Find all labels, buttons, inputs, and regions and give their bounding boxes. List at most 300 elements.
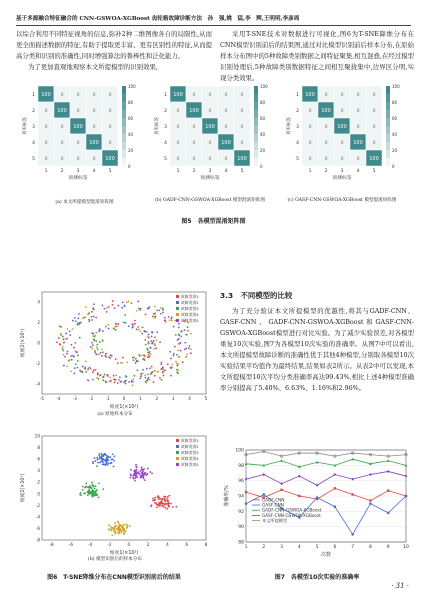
legend-label: 本文所提模型 <box>262 518 288 524</box>
colorbar-segment <box>386 142 390 150</box>
y-axis-label: 维度2(×10²) <box>21 473 26 503</box>
cell-value: 0 <box>60 140 64 146</box>
scatter-point <box>154 317 156 319</box>
scatter-point <box>160 313 162 315</box>
scatter-point <box>178 356 180 358</box>
scatter-point <box>177 369 179 371</box>
cell-value: 0 <box>308 108 312 114</box>
scatter-point <box>153 343 155 345</box>
cell-value: 0 <box>108 108 112 114</box>
scatter-point <box>134 469 136 471</box>
scatter-point <box>113 460 115 462</box>
colorbar-segment <box>386 126 390 134</box>
scatter-point <box>59 344 61 346</box>
colorbar-segment <box>386 102 390 110</box>
y-tick-label: -4 <box>35 381 40 387</box>
scatter-point <box>93 370 95 372</box>
y-tick-label: 8 <box>37 445 40 451</box>
y-tick-label: 98 <box>238 463 244 469</box>
scatter-point <box>161 379 163 381</box>
scatter-point <box>96 354 98 356</box>
cell-value: 0 <box>108 124 112 130</box>
right-column <box>220 29 414 84</box>
legend-swatch <box>176 313 179 316</box>
scatter-point <box>87 379 89 381</box>
cell-value: 0 <box>192 140 196 146</box>
paragraph: 以综合利用不同特征视角的信息,弥补2种二维图像各自的局限性,从而更全面描述数据的特征,有助于提取更丰富、更有区别性的特征,从而提高分类和识别的准确性,同时增强算法的鲁棒性和泛化能力。 <box>16 30 212 60</box>
scatter-point <box>108 528 110 530</box>
scatter-point <box>137 369 139 371</box>
cell-value: 0 <box>176 156 180 162</box>
cell-value: 0 <box>92 92 96 98</box>
scatter-point <box>168 502 170 504</box>
scatter-point <box>150 505 152 507</box>
colorbar-segment <box>254 110 258 118</box>
scatter-point <box>141 333 143 335</box>
data-point <box>351 493 353 495</box>
scatter-point <box>186 334 188 336</box>
scatter-point <box>162 307 164 309</box>
x-axis-label: 预测标签 <box>68 176 88 181</box>
colorbar-segment <box>122 158 126 166</box>
scatter-point <box>140 470 142 472</box>
data-point <box>405 475 408 478</box>
scatter-point <box>110 381 112 383</box>
legend-swatch <box>176 451 179 454</box>
y-tick-label: 90 <box>238 525 244 531</box>
scatter-point <box>66 353 68 355</box>
scatter-point <box>126 524 128 526</box>
scatter-point <box>181 330 183 332</box>
scatter-point <box>138 354 140 356</box>
cell-value: 0 <box>60 156 64 162</box>
scatter-point <box>132 476 134 478</box>
row-tick: 1 <box>296 92 299 98</box>
scatter-point <box>95 494 97 496</box>
scatter-point <box>122 357 124 359</box>
scatter-point <box>144 374 146 376</box>
scatter-point <box>111 527 113 529</box>
scatter-point <box>102 380 104 382</box>
row-tick: 1 <box>32 92 35 98</box>
scatter-point <box>85 371 87 373</box>
scatter-point <box>131 381 133 383</box>
colorbar-segment <box>254 86 258 94</box>
scatter-point <box>128 381 130 383</box>
x-tick-label: -6 <box>68 542 74 547</box>
cell-value: 0 <box>224 108 228 114</box>
cell-value: 0 <box>372 140 376 146</box>
data-point <box>245 502 248 505</box>
scatter-point <box>96 457 98 459</box>
scatter-point <box>88 487 90 489</box>
scatter-point <box>107 459 109 461</box>
cell-value: 0 <box>176 124 180 130</box>
x-tick-label: -3 <box>72 396 77 401</box>
cell-value: 0 <box>60 124 64 130</box>
scatter-point <box>150 340 152 342</box>
y-axis-label: 真实标签 <box>287 117 292 135</box>
scatter-point <box>168 316 170 318</box>
scatter-point <box>184 329 186 331</box>
scatter-point <box>60 326 62 328</box>
scatter-point <box>171 364 173 366</box>
col-tick: 5 <box>240 169 244 174</box>
confusion-matrix <box>285 84 400 181</box>
cell-value: 0 <box>308 156 312 162</box>
data-point <box>298 495 300 497</box>
scatter-point <box>124 524 126 526</box>
legend-label: GADF-CNN-GSWOA-XGBoost <box>262 507 322 513</box>
cell-value: 0 <box>224 156 228 162</box>
colorbar-segment <box>122 118 126 126</box>
scatter-point <box>132 378 134 380</box>
scatter-point <box>161 505 163 507</box>
scatter-point <box>169 351 171 353</box>
y-tick-label: 96 <box>238 479 244 485</box>
cell-value: 100 <box>89 139 99 146</box>
scatter-point <box>102 339 104 341</box>
scatter-point <box>117 382 119 384</box>
scatter-point <box>167 363 169 365</box>
cell-value: 0 <box>76 156 80 162</box>
scatter-point <box>156 331 158 333</box>
scatter-point <box>160 363 162 365</box>
cell-value: 0 <box>60 92 64 98</box>
data-point <box>334 473 337 476</box>
scatter-point <box>77 355 79 357</box>
scatter-point <box>178 323 180 325</box>
scatter-point <box>97 462 99 464</box>
scatter-point <box>93 303 95 305</box>
scatter-point <box>135 362 137 364</box>
scatter-point <box>177 372 179 374</box>
scatter-point <box>161 499 163 501</box>
scatter-point <box>115 323 117 325</box>
col-tick: 3 <box>208 169 212 174</box>
scatter-point <box>177 350 179 352</box>
scatter-point <box>159 341 161 343</box>
scatter-point <box>96 377 98 379</box>
scatter-point <box>112 458 114 460</box>
scatter-point <box>149 367 151 369</box>
data-point <box>369 502 372 505</box>
y-tick-label: 88 <box>238 540 244 546</box>
scatter-point <box>174 346 176 348</box>
scatter-point <box>171 317 173 319</box>
scatter-point <box>170 503 172 505</box>
row-tick: 5 <box>296 156 299 162</box>
scatter-point <box>165 496 167 498</box>
scatter-point <box>84 366 86 368</box>
scatter-point <box>161 361 163 363</box>
scatter-point <box>65 338 67 340</box>
y-tick-label: 4 <box>37 299 40 305</box>
scatter-point <box>95 490 97 492</box>
scatter-point <box>136 360 138 362</box>
scatter-point <box>125 375 127 377</box>
scatter-point <box>170 366 172 368</box>
x-tick-label: 8 <box>369 545 372 550</box>
scatter-point <box>154 370 156 372</box>
scatter-point <box>110 529 112 531</box>
scatter-point <box>99 457 101 459</box>
x-tick-label: 1 <box>139 396 142 401</box>
colorbar-tick: 80 <box>392 100 398 105</box>
scatter-point <box>92 461 94 463</box>
scatter-point <box>75 363 77 365</box>
scatter-point <box>144 479 146 481</box>
cell-value: 0 <box>324 124 328 130</box>
scatter-point <box>103 463 105 465</box>
scatter-point <box>80 494 82 496</box>
cell-value: 0 <box>176 140 180 146</box>
x-tick-label: 4 <box>166 542 169 547</box>
x-tick-label: -5 <box>39 396 45 401</box>
scatter-point <box>73 347 75 349</box>
scatter-point <box>167 496 169 498</box>
scatter-point <box>112 304 114 306</box>
scatter-point <box>155 316 157 318</box>
scatter-point <box>121 531 123 533</box>
scatter-point <box>93 308 95 310</box>
scatter-point <box>134 320 136 322</box>
scatter-point <box>108 380 110 382</box>
scatter-point <box>135 464 137 466</box>
scatter-point <box>91 342 93 344</box>
scatter-point <box>139 378 141 380</box>
cell-value: 0 <box>340 140 344 146</box>
colorbar-segment <box>122 142 126 150</box>
x-tick-label: 2 <box>155 396 159 401</box>
scatter-point <box>142 469 144 471</box>
scatter-point <box>171 320 173 322</box>
scatter-point <box>134 480 136 482</box>
scatter-point <box>119 529 121 531</box>
scatter-point <box>165 321 167 323</box>
scatter-point <box>91 316 93 318</box>
scatter-point <box>117 521 119 523</box>
legend-swatch <box>176 307 179 310</box>
legend-label: 故障类别5 <box>181 318 199 323</box>
scatter-point <box>146 473 148 475</box>
row-tick: 4 <box>32 140 35 146</box>
scatter-point <box>71 359 73 361</box>
cell-value: 0 <box>208 140 212 146</box>
x-tick-label: 4 <box>297 545 301 550</box>
scatter-point <box>118 379 120 381</box>
scatter-point <box>106 307 108 309</box>
scatter-point <box>74 367 76 369</box>
confusion-matrix <box>153 84 268 181</box>
fig7-caption: 图7 各模型10次实验的准确率 <box>274 574 360 581</box>
scatter-point <box>66 328 68 330</box>
colorbar-tick: 60 <box>392 116 398 121</box>
scatter-point <box>97 348 99 350</box>
scatter-point <box>82 366 84 368</box>
scatter-point <box>115 524 117 526</box>
scatter-point <box>154 336 156 338</box>
scatter-point <box>93 316 95 318</box>
cell-value: 0 <box>208 156 212 162</box>
scatter-point <box>178 333 180 335</box>
scatter-point <box>117 323 119 325</box>
colorbar-tick: 20 <box>128 148 134 153</box>
scatter-point <box>88 490 90 492</box>
scatter-point <box>154 499 156 501</box>
row-tick: 4 <box>164 140 167 146</box>
scatter-point <box>168 495 170 497</box>
accuracy-line-chart <box>222 446 412 558</box>
colorbar-tick: 0 <box>392 164 395 169</box>
scatter-point <box>105 460 107 462</box>
scatter-point <box>163 375 165 377</box>
scatter-point <box>73 373 75 375</box>
col-tick: 4 <box>356 169 360 174</box>
scatter-point <box>87 313 89 315</box>
cell-value: 0 <box>356 92 360 98</box>
row-tick: 4 <box>296 140 299 146</box>
scatter-point <box>123 533 125 535</box>
scatter-point <box>117 531 119 533</box>
scatter-point <box>105 459 107 461</box>
colorbar-tick: 100 <box>128 84 136 89</box>
x-tick-label: -2 <box>89 396 94 401</box>
scatter-point <box>82 317 84 319</box>
scatter-point <box>115 329 117 331</box>
scatter-point <box>136 469 138 471</box>
scatter-point <box>101 349 103 351</box>
scatter-point <box>190 333 192 335</box>
row-tick: 2 <box>296 108 299 114</box>
scatter-point <box>87 494 89 496</box>
scatter-point <box>187 326 189 328</box>
scatter-point <box>175 334 177 336</box>
scatter-point <box>101 453 103 455</box>
legend-label: 故障类别3 <box>181 450 199 455</box>
scatter-point <box>137 326 139 328</box>
colorbar-segment <box>386 150 390 158</box>
left-column <box>16 29 212 73</box>
scatter-point <box>114 382 116 384</box>
legend-label: 故障类别5 <box>181 462 199 467</box>
scatter-point <box>91 484 93 486</box>
scatter-point <box>85 306 87 308</box>
scatter-point <box>90 346 92 348</box>
scatter-point <box>121 526 123 528</box>
scatter-point <box>141 468 143 470</box>
scatter-point <box>88 319 90 321</box>
y-tick-label: 2 <box>37 320 40 326</box>
scatter-point <box>185 347 187 349</box>
scatter-point <box>99 341 101 343</box>
scatter-point <box>188 347 190 349</box>
legend-label: 故障类别4 <box>181 456 199 461</box>
scatter-point <box>82 489 84 491</box>
scatter-point <box>190 352 192 354</box>
scatter-point <box>151 335 153 337</box>
x-axis-label: 预测标签 <box>332 176 352 181</box>
scatter-point <box>123 305 125 307</box>
row-tick: 3 <box>32 124 35 130</box>
scatter-point <box>152 316 154 318</box>
legend-swatch <box>176 301 179 304</box>
scatter-point <box>133 375 135 377</box>
row-tick: 5 <box>164 156 167 162</box>
tsne-original-plot <box>16 288 212 410</box>
y-tick-label: -4 <box>35 514 40 520</box>
scatter-point <box>156 507 158 509</box>
scatter-point <box>113 466 115 468</box>
scatter-point <box>120 524 122 526</box>
cell-value: 0 <box>208 108 212 114</box>
scatter-point <box>122 301 124 303</box>
cell-value: 0 <box>372 92 376 98</box>
scatter-point <box>159 503 161 505</box>
cell-value: 0 <box>356 124 360 130</box>
fig5-caption-b: (b) GADF-CNN-GSWOA-XGBoost 模型混淆矩阵图 <box>155 198 265 203</box>
scatter-point <box>75 320 77 322</box>
colorbar-segment <box>386 110 390 118</box>
scatter-point <box>146 331 148 333</box>
scatter-point <box>108 328 110 330</box>
scatter-point <box>99 328 101 330</box>
y-axis-label: 准确率/% <box>224 485 230 507</box>
scatter-point <box>130 474 132 476</box>
scatter-point <box>106 311 108 313</box>
scatter-point <box>92 335 94 337</box>
scatter-point <box>137 301 139 303</box>
scatter-point <box>115 379 117 381</box>
scatter-point <box>184 342 186 344</box>
scatter-point <box>133 478 135 480</box>
scatter-point <box>160 501 162 503</box>
scatter-point <box>140 376 142 378</box>
scatter-point <box>91 495 93 497</box>
legend-label: 故障类别4 <box>181 312 199 317</box>
scatter-point <box>102 377 104 379</box>
col-tick: 4 <box>224 169 228 174</box>
scatter-point <box>101 305 103 307</box>
cell-value: 0 <box>372 108 376 114</box>
legend-swatch <box>176 295 179 298</box>
scatter-point <box>92 379 94 381</box>
data-point <box>316 496 319 499</box>
cell-value: 0 <box>324 140 328 146</box>
legend-label: 故障类别3 <box>181 306 199 311</box>
scatter-point <box>144 472 146 474</box>
scatter-point <box>162 309 164 311</box>
scatter-point <box>135 358 137 360</box>
data-point <box>316 484 319 487</box>
y-tick-label: -2 <box>35 360 40 366</box>
scatter-point <box>69 359 71 361</box>
scatter-point <box>129 525 131 527</box>
data-point <box>280 482 283 485</box>
legend-label: GADF-CNN <box>262 497 285 503</box>
scatter-point <box>87 369 89 371</box>
scatter-point <box>70 355 72 357</box>
scatter-point <box>147 349 149 351</box>
scatter-point <box>146 380 148 382</box>
scatter-point <box>119 376 121 378</box>
scatter-point <box>79 337 81 339</box>
colorbar-tick: 60 <box>128 116 134 121</box>
scatter-point <box>161 503 163 505</box>
cell-value: 100 <box>105 155 115 162</box>
scatter-point <box>98 482 100 484</box>
x-tick-label: 8 <box>204 542 208 547</box>
